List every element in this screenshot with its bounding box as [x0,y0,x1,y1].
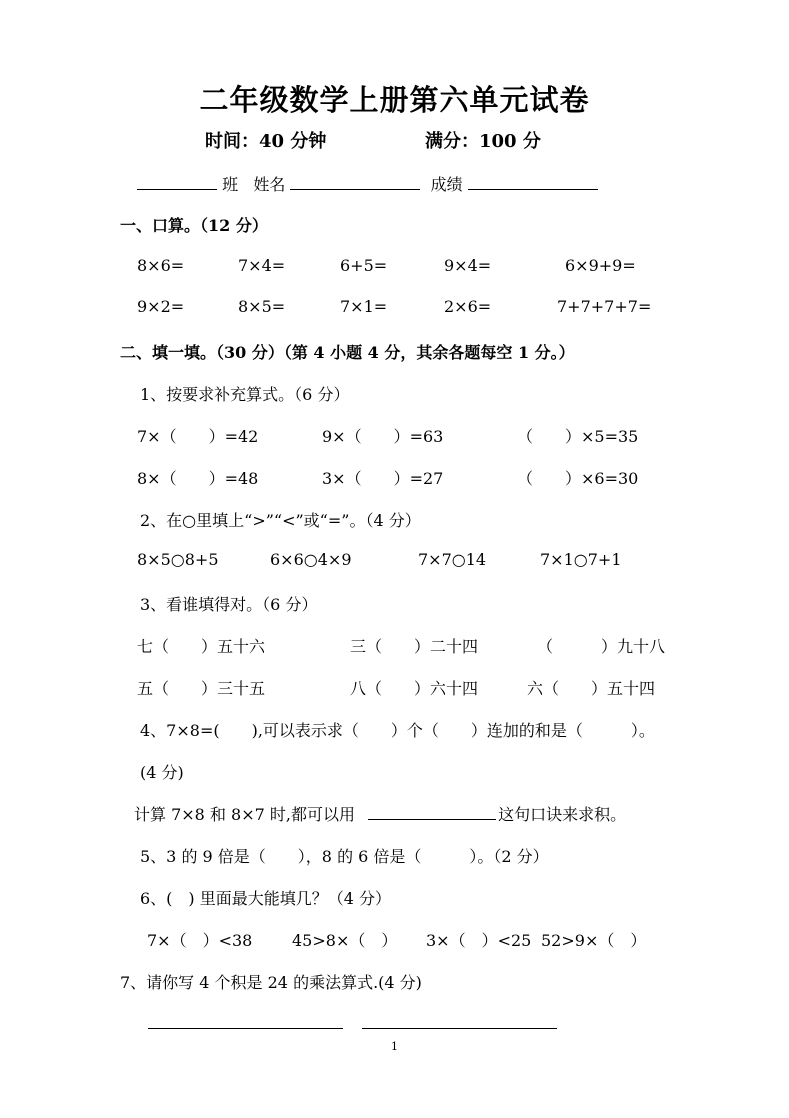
class-blank[interactable] [137,175,217,190]
name-blank[interactable] [290,175,420,190]
class-label: 班 [222,175,239,194]
q1-item: 3×（ ）=27 [322,469,444,488]
q4-line3-text-b: 这句口诀来求积。 [498,805,627,824]
section2-heading: 二、填一填。（30 分）（第 4 小题 4 分，其余各题每空 1 分。） [120,343,575,362]
q1-item: 7×（ ）=42 [137,427,259,446]
oral-item: 9×2= [137,297,185,316]
q2-item: 6×6○4×9 [270,550,352,569]
answer-line[interactable] [362,1028,557,1029]
page-title: 二年级数学上册第六单元试卷 [199,83,590,117]
oral-item: 6×9+9= [565,256,636,275]
q7-title: 7、请你写 4 个积是 24 的乘法算式.(4 分) [120,973,422,992]
name-label: 姓名 [253,175,286,194]
q5-text: 5、3 的 9 倍是（ ），8 的 6 倍是（ ）。（2 分） [140,847,549,866]
oral-item: 8×5= [238,297,286,316]
q3-item: 三（ ）二十四 [350,637,479,656]
oral-item: 6+5= [340,256,388,275]
exam-time: 时间：40 分钟 [205,131,327,152]
q1-item: （ ）×6=30 [517,469,639,488]
info-line [137,172,598,195]
section1-heading: 一、口算。（12 分） [120,216,268,235]
q3-item: 六（ ）五十四 [527,679,656,698]
q2-item: 8×5○8+5 [137,550,219,569]
q6-item: 52>9×（ ） [541,931,647,950]
oral-item: 2×6= [444,297,492,316]
q1-item: （ ）×5=35 [517,427,639,446]
page-number: 1 [391,1040,398,1053]
q2-item: 7×7○14 [418,550,487,569]
q4-line1: 4、7×8=( ),可以表示求（ ）个（ ）连加的和是（ ）。 [140,721,655,740]
oral-item: 7×1= [340,297,388,316]
q1-item: 8×（ ）=48 [137,469,259,488]
q6-item: 7×（ ）<38 [147,931,253,950]
q2-title: 2、在○里填上“>”“<”或“=”。（4 分） [140,511,421,530]
q3-title: 3、看谁填得对。（6 分） [140,595,318,614]
q1-item: 9×（ ）=63 [322,427,444,446]
q3-item: 五（ ）三十五 [137,679,266,698]
grade-blank[interactable] [468,175,598,190]
q4-line3 [134,802,626,825]
oral-item: 7+7+7+7= [557,297,652,316]
oral-item: 8×6= [137,256,185,275]
q6-title: 6、( ) 里面最大能填几？（4 分） [140,889,392,908]
exam-full-score: 满分：100 分 [425,131,541,152]
q1-title: 1、按要求补充算式。（6 分） [140,385,350,404]
q3-item: 八（ ）六十四 [350,679,479,698]
q4-line2: (4 分) [140,763,184,782]
answer-line[interactable] [148,1028,343,1029]
q4-blank[interactable] [368,805,496,820]
q3-item: （ ）九十八 [537,637,666,656]
q4-line3-text-a: 计算 7×8 和 8×7 时,都可以用 [134,805,355,824]
oral-item: 9×4= [444,256,492,275]
oral-item: 7×4= [238,256,286,275]
q6-item: 45>8×（ ） [292,931,398,950]
q2-item: 7×1○7+1 [540,550,622,569]
grade-label: 成绩 [430,175,463,194]
q3-item: 七（ ）五十六 [137,637,266,656]
q6-item: 3×（ ）<25 [426,931,532,950]
